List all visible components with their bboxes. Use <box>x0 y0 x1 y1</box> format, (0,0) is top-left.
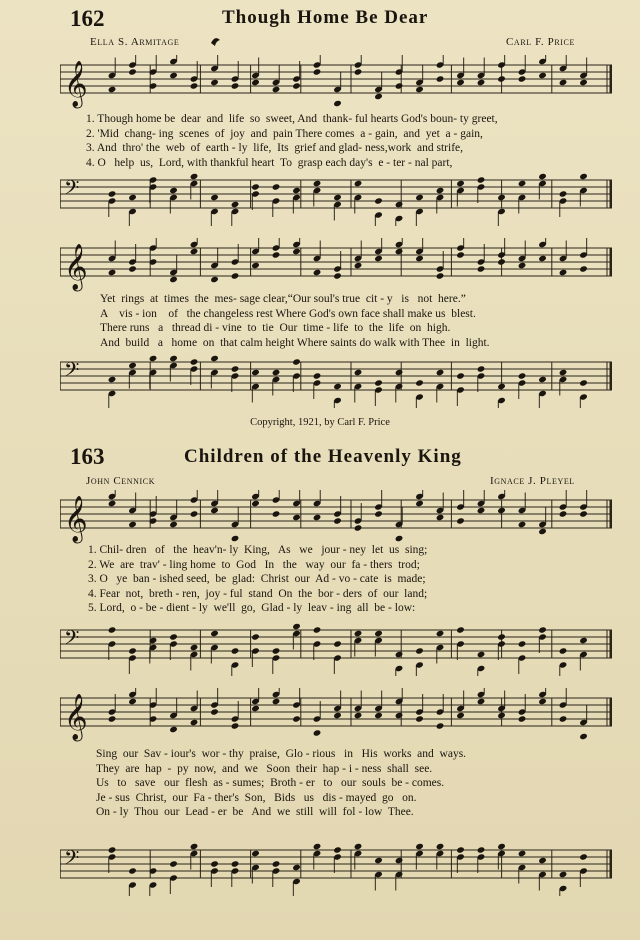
verse-line: 2. 'Mid chang- ing scenes of joy and pain There comes a - gain, and yet a - gain, <box>86 127 483 140</box>
verse-line: 3. And thro' the web of earth - ly life, Its grief and glad- ness,work and strife, <box>86 142 464 155</box>
composer-credit: Ignace J. Pleyel <box>490 475 575 487</box>
svg-text:𝄞: 𝄞 <box>64 694 88 740</box>
verse-line: There runs a thread di - vine to tie Our time - life to the life on high. <box>100 322 451 335</box>
verse-line: 2. We are trav' - ling home to God In the way our fa - thers trod; <box>88 558 420 571</box>
svg-text:𝄢: 𝄢 <box>64 176 80 204</box>
verse-line: A vis - ion of the changeless rest Where God's own face shall make us blest. <box>100 307 476 320</box>
verse-block <box>86 112 614 170</box>
bass-staff <box>60 352 612 408</box>
bass-staff <box>60 170 612 226</box>
verse-line: 5. Lord, o - be - dient - ly we'll go, Glad - ly leav - ing all be - low: <box>88 602 416 615</box>
verse-line: Sing our Sav - iour's wor - thy praise, Glo - rious in His works and ways. <box>96 748 467 760</box>
verse-block <box>96 747 614 820</box>
treble-staff <box>60 688 612 744</box>
verse-line: And build a home on that calm height Where saints do walk with Thee in light. <box>100 336 490 349</box>
author-credit: John Cennick <box>86 475 156 487</box>
verse-line: On - ly Thou our Lead - er be And we still will fol - low Thee. <box>96 806 414 819</box>
ornament-icon <box>208 34 222 48</box>
bass-staff <box>60 840 612 896</box>
verse-line: 1. Chil- dren of the heav'n- ly King, As we jour - ney let us sing; <box>88 544 428 556</box>
verse-line: 4. O help us, Lord, with thankful heart To grasp each day's e - ter - nal part, <box>86 156 453 169</box>
svg-text:𝄞: 𝄞 <box>64 244 88 290</box>
svg-text:𝄢: 𝄢 <box>64 626 80 654</box>
treble-staff <box>60 55 612 111</box>
hymn-number: 163 <box>70 444 105 469</box>
verse-line: 1. Though home be dear and life so sweet, And thank- ful hearts God's boun- ty greet, <box>86 113 498 125</box>
svg-text:𝄞: 𝄞 <box>64 496 88 542</box>
treble-staff <box>60 490 612 546</box>
hymn-number: 162 <box>70 6 105 31</box>
svg-text:𝄢: 𝄢 <box>64 846 80 874</box>
verse-line: 4. Fear not, breth - ren, joy - ful stand On the bor - ders of our land; <box>88 587 428 600</box>
author-credit: Ella S. Armitage <box>90 36 180 48</box>
hymn-title: Though Home Be Dear <box>222 7 429 28</box>
copyright-notice: Copyright, 1921, by Carl F. Price <box>250 417 390 428</box>
verse-line: Je - sus Christ, our Fa - ther's Son, Bids us dis - mayed go on. <box>96 791 417 804</box>
verse-block <box>88 543 614 616</box>
verse-block <box>100 292 614 350</box>
bass-staff <box>60 620 612 676</box>
svg-text:𝄞: 𝄞 <box>64 61 88 107</box>
verse-line: Us to save our flesh as - sumes; Broth - er to our souls be - comes. <box>96 777 445 790</box>
verse-line: They are hap - py now, and we Soon their hap - i - ness shall see. <box>96 762 433 775</box>
treble-staff <box>60 238 612 294</box>
verse-line: Yet rings at times the mes- sage clear,“Our soul's true cit - y is not here.” <box>100 293 466 305</box>
svg-text:𝄢: 𝄢 <box>64 358 80 386</box>
hymn-title: Children of the Heavenly King <box>184 446 462 467</box>
verse-line: 3. O ye ban - ished seed, be glad: Christ our Ad - vo - cate is made; <box>88 573 426 586</box>
composer-credit: Carl F. Price <box>506 36 575 48</box>
